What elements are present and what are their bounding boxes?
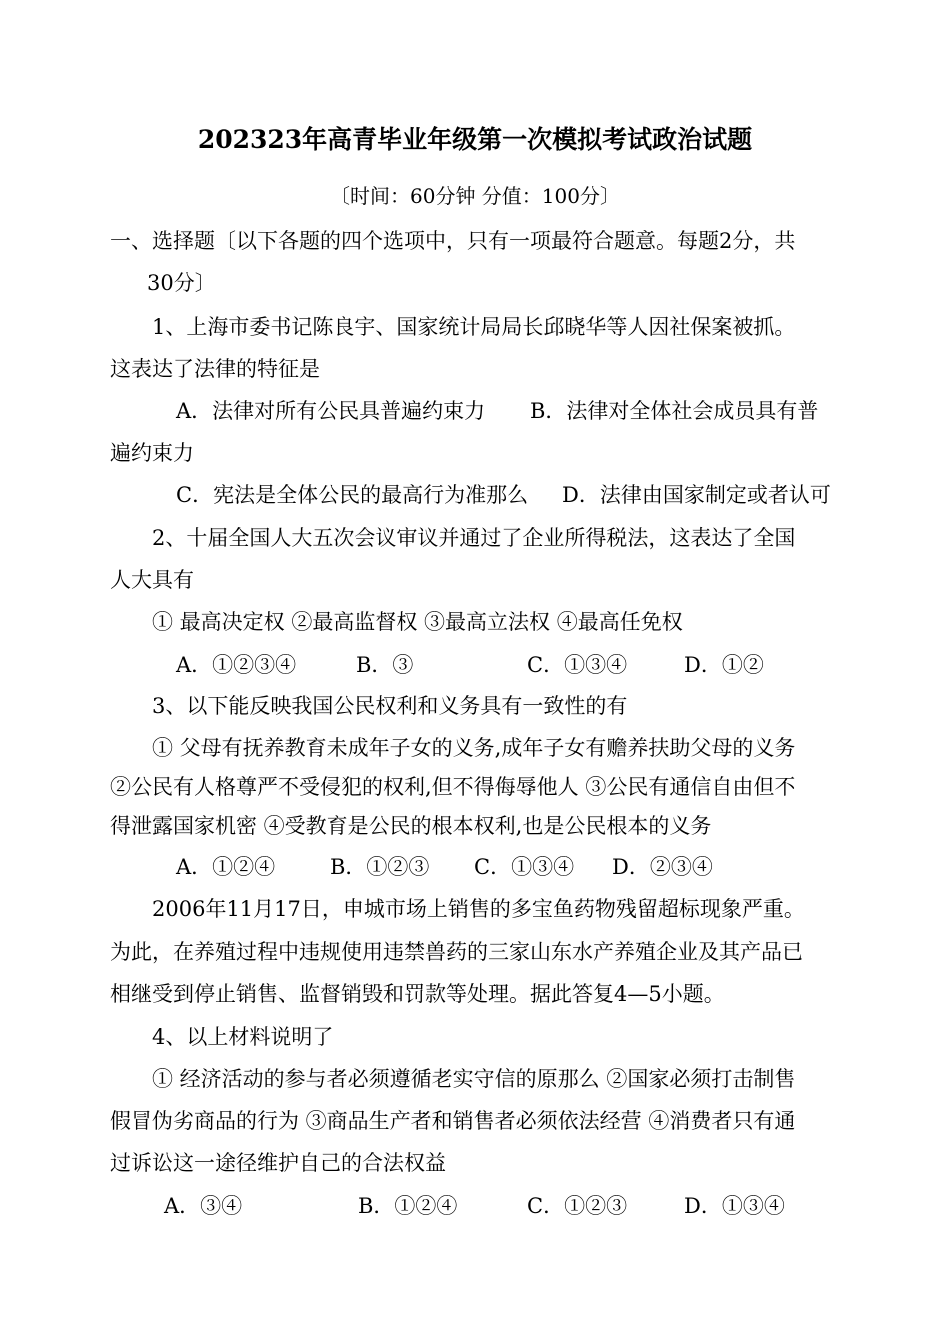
q3-items-line2: ②公民有人格尊严不受侵犯的权利,但不得侮辱他人 ③公民有通信自由但不 <box>110 775 796 799</box>
q2-stem: 2、十届全国人大五次会议审议并通过了企业所得税法，这表达了全国 <box>152 526 796 550</box>
q1-option-a: A．法律对所有公民具普遍约束力 <box>176 399 486 423</box>
material-line2: 为此，在养殖过程中违规使用违禁兽药的三家山东水产养殖企业及其产品已 <box>110 940 803 964</box>
q2-items: ① 最高决定权 ②最高监督权 ③最高立法权 ④最高任免权 <box>152 610 683 634</box>
q1-option-d: D．法律由国家制定或者认可 <box>562 483 831 507</box>
q4-option-d: D．①③④ <box>684 1194 785 1218</box>
q3-option-c: C．①③④ <box>474 855 575 879</box>
material-line1: 2006年11月17日，申城市场上销售的多宝鱼药物残留超标现象严重。 <box>152 897 805 921</box>
exam-meta: 〔时间：60分钟 分值：100分〕 <box>330 184 620 208</box>
q1-stem-cont: 这表达了法律的特征是 <box>110 357 320 381</box>
q4-option-a: A．③④ <box>164 1194 243 1218</box>
q4-items-line3: 过诉讼这一途径维护自己的合法权益 <box>110 1151 446 1175</box>
q4-stem: 4、以上材料说明了 <box>152 1025 334 1049</box>
q2-option-b: B．③ <box>356 653 414 677</box>
section-heading-cont: 30分〕 <box>147 271 216 295</box>
q3-items-line3: 得泄露国家机密 ④受教育是公民的根本权利,也是公民根本的义务 <box>110 814 712 838</box>
q3-option-d: D．②③④ <box>612 855 713 879</box>
q4-option-c: C．①②③ <box>527 1194 628 1218</box>
q2-option-a: A．①②③④ <box>176 653 297 677</box>
q3-items-line1: ① 父母有抚养教育未成年子女的义务,成年子女有赡养扶助父母的义务 <box>152 736 796 760</box>
section-heading: 一、选择题〔以下各题的四个选项中，只有一项最符合题意。每题2分，共 <box>110 229 796 253</box>
q1-option-c: C．宪法是全体公民的最高行为准那么 <box>176 483 529 507</box>
material-line3: 相继受到停止销售、监督销毁和罚款等处理。据此答复4—5小题。 <box>110 982 725 1006</box>
q1-option-b: B．法律对全体社会成员具有普 <box>530 399 819 423</box>
q1-stem: 1、上海市委书记陈良宇、国家统计局局长邱晓华等人因社保案被抓。 <box>152 315 796 339</box>
q3-option-a: A．①②④ <box>176 855 276 879</box>
q2-option-d: D．①② <box>684 653 764 677</box>
q1-option-b-cont: 遍约束力 <box>110 441 194 465</box>
exam-title: 202323年高青毕业年级第一次模拟考试政治试题 <box>197 125 753 154</box>
q4-option-b: B．①②④ <box>358 1194 458 1218</box>
q3-stem: 3、以下能反映我国公民权利和义务具有一致性的有 <box>152 694 628 718</box>
q2-stem-cont: 人大具有 <box>110 568 194 592</box>
q4-items-line1: ① 经济活动的参与者必须遵循老实守信的原那么 ②国家必须打击制售 <box>152 1067 796 1091</box>
q2-option-c: C．①③④ <box>527 653 628 677</box>
q4-items-line2: 假冒伪劣商品的行为 ③商品生产者和销售者必须依法经营 ④消费者只有通 <box>110 1109 796 1133</box>
q3-option-b: B．①②③ <box>330 855 430 879</box>
